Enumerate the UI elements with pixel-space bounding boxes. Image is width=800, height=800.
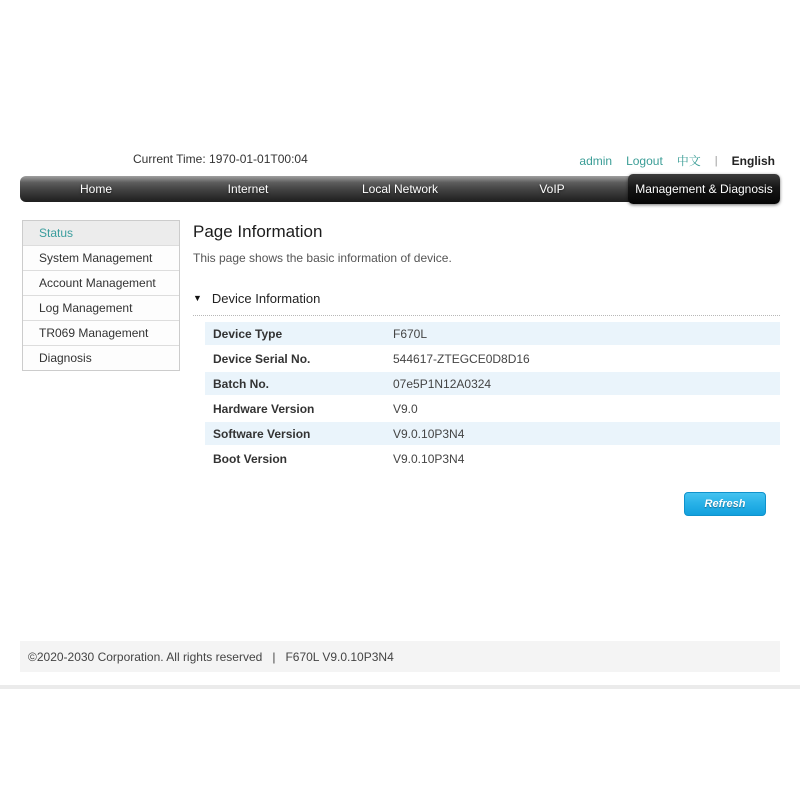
sidebar-menu [22, 220, 180, 371]
refresh-button[interactable]: Refresh [684, 492, 766, 516]
row-label: Device Serial No. [213, 351, 311, 366]
main-content [193, 216, 780, 516]
row-label: Boot Version [213, 451, 288, 466]
collapse-triangle-icon: ▼ [193, 293, 202, 303]
row-value: 07e5P1N12A0324 [393, 376, 492, 391]
current-time-label: Current Time: 1970-01-01T00:04 [133, 152, 308, 166]
table-row [205, 447, 780, 470]
top-links [579, 152, 775, 169]
button-row [193, 492, 780, 516]
tab-management-diagnosis[interactable]: Management & Diagnosis [628, 174, 780, 204]
sidebar-item-log-management[interactable]: Log Management [23, 296, 179, 321]
table-row [205, 347, 780, 370]
sidebar-item-status[interactable]: Status [23, 221, 179, 246]
page-title: Page Information [193, 222, 323, 241]
logout-link[interactable]: Logout [626, 153, 663, 168]
tab-voip[interactable]: VoIP [539, 182, 565, 196]
row-value: V9.0.10P3N4 [393, 451, 465, 466]
language-english-link[interactable]: English [731, 153, 775, 168]
language-chinese-link[interactable]: 中文 [676, 154, 701, 168]
page-bottom-divider [0, 685, 800, 689]
top-utility-bar [0, 148, 800, 172]
device-information-section-header[interactable] [193, 291, 780, 306]
footer-copyright: ©2020-2030 Corporation. All rights reserved [28, 649, 263, 664]
table-row [205, 322, 780, 345]
row-label: Software Version [213, 426, 311, 441]
section-title: Device Information [211, 291, 321, 306]
tab-home[interactable]: Home [79, 182, 112, 196]
row-value: 544617-ZTEGCE0D8D16 [393, 351, 530, 366]
row-value: F670L [393, 326, 428, 341]
table-row [205, 422, 780, 445]
section-divider [193, 315, 780, 316]
row-value: V9.0 [393, 401, 418, 416]
sidebar-item-diagnosis[interactable]: Diagnosis [23, 346, 179, 370]
language-divider: | [714, 154, 718, 167]
tab-local-network[interactable]: Local Network [361, 182, 439, 196]
footer-bar [20, 641, 780, 672]
device-information-table [205, 322, 780, 470]
row-label: Hardware Version [213, 401, 315, 416]
footer-divider: | [272, 649, 276, 664]
admin-user-link[interactable]: admin [579, 153, 613, 168]
sidebar-item-tr069-management[interactable]: TR069 Management [23, 321, 179, 346]
tab-internet[interactable]: Internet [227, 182, 269, 196]
footer-version: F670L V9.0.10P3N4 [285, 649, 394, 664]
table-row [205, 372, 780, 395]
main-navbar [20, 176, 780, 202]
sidebar-item-account-management[interactable]: Account Management [23, 271, 179, 296]
page-subtitle: This page shows the basic information of device. [193, 251, 452, 265]
sidebar-item-system-management[interactable]: System Management [23, 246, 179, 271]
row-label: Batch No. [213, 376, 270, 391]
row-label: Device Type [213, 326, 283, 341]
table-row [205, 397, 780, 420]
row-value: V9.0.10P3N4 [393, 426, 465, 441]
